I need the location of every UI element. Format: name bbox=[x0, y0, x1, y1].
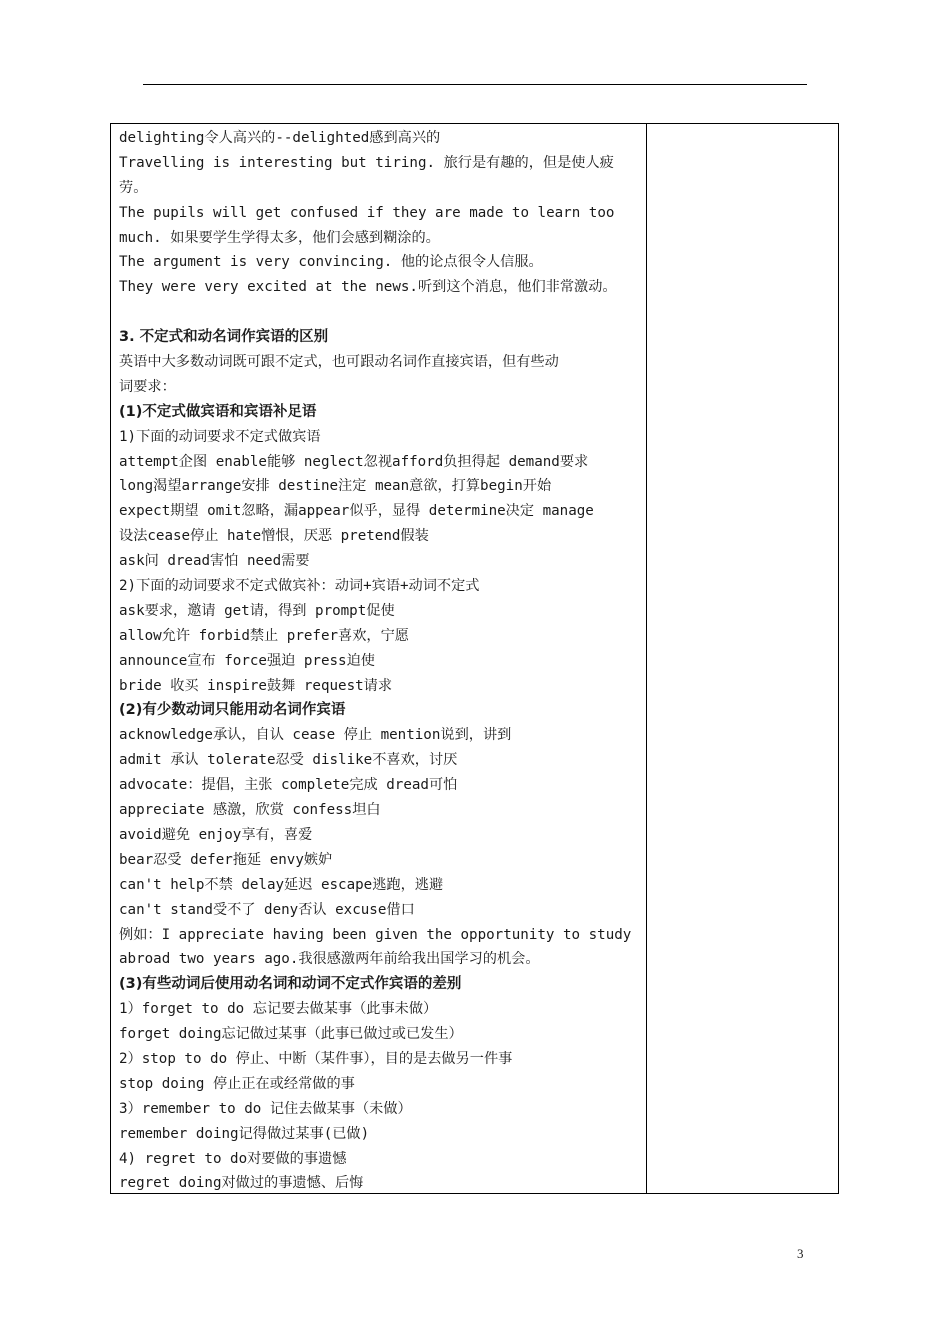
text-line: avoid避免 enjoy享有，喜爱 bbox=[119, 826, 313, 843]
text-line: 2)下面的动词要求不定式做宾补：动词+宾语+动词不定式 bbox=[119, 578, 480, 595]
text-line: can't help不禁 delay延迟 escape逃跑，逃避 bbox=[119, 876, 444, 893]
table-cell-main bbox=[119, 126, 639, 1196]
text-line: The pupils will get confused if they are made to learn too bbox=[119, 204, 615, 221]
text-line: 3）remember to do 记住去做某事（未做） bbox=[119, 1100, 412, 1117]
text-line: stop doing 停止正在或经常做的事 bbox=[119, 1075, 355, 1092]
text-line: 2）stop to do 停止、中断（某件事），目的是去做另一件事 bbox=[119, 1050, 513, 1067]
column-divider bbox=[646, 124, 647, 1193]
text-line: 1)下面的动词要求不定式做宾语 bbox=[119, 428, 321, 445]
text-line: ask要求，邀请 get请，得到 prompt促使 bbox=[119, 602, 395, 619]
section-heading: (1)不定式做宾语和宾语补足语 bbox=[119, 403, 317, 420]
text-line: bear忍受 defer拖延 envy嫉妒 bbox=[119, 851, 333, 868]
text-line: ask问 dread害怕 need需要 bbox=[119, 553, 310, 570]
text-line: 1）forget to do 忘记要去做某事（此事未做） bbox=[119, 1001, 438, 1018]
text-line: appreciate 感激，欣赏 confess坦白 bbox=[119, 802, 381, 819]
text-line: 劳。 bbox=[119, 179, 148, 196]
text-line: The argument is very convincing. 他的论点很令人信服。 bbox=[119, 254, 543, 271]
content-table bbox=[110, 123, 839, 1194]
text-line: abroad two years ago.我很感激两年前给我出国学习的机会。 bbox=[119, 951, 540, 968]
section-heading: 3. 不定式和动名词作宾语的区别 bbox=[119, 329, 329, 346]
text-line: remember doing记得做过某事(已做) bbox=[119, 1125, 370, 1142]
text-line bbox=[119, 300, 639, 325]
section-heading: (2)有少数动词只能用动名词作宾语 bbox=[119, 702, 346, 719]
header-rule bbox=[143, 84, 807, 85]
section-heading: (3)有些动词后使用动名词和动词不定式作宾语的差别 bbox=[119, 976, 462, 993]
page-number: 3 bbox=[797, 1246, 804, 1261]
text-line: 英语中大多数动词既可跟不定式，也可跟动名词作直接宾语，但有些动 bbox=[119, 354, 559, 371]
text-line: forget doing忘记做过某事（此事已做过或已发生） bbox=[119, 1026, 463, 1043]
text-line: attempt企图 enable能够 neglect忽视afford负担得起 demand要求 bbox=[119, 453, 589, 470]
text-line: regret doing对做过的事遗憾、后悔 bbox=[119, 1175, 364, 1192]
text-line: 设法cease停止 hate憎恨，厌恶 pretend假装 bbox=[119, 528, 429, 545]
text-line: announce宣布 force强迫 press迫使 bbox=[119, 652, 375, 669]
text-line: delighting令人高兴的--delighted感到高兴的 bbox=[119, 130, 441, 146]
text-line: long渴望arrange安排 destine注定 mean意欲，打算begin开始 bbox=[119, 478, 552, 495]
text-line: admit 承认 tolerate忍受 dislike不喜欢，讨厌 bbox=[119, 752, 458, 769]
text-line: allow允许 forbid禁止 prefer喜欢，宁愿 bbox=[119, 627, 409, 644]
text-line: can't stand受不了 deny否认 excuse借口 bbox=[119, 901, 415, 918]
text-line: expect期望 omit忽略，漏appear似乎，显得 determine决定 manage bbox=[119, 503, 594, 520]
text-line: 例如：I appreciate having been given the opportunity to study bbox=[119, 926, 632, 943]
text-line: 4) regret to do对要做的事遗憾 bbox=[119, 1150, 347, 1167]
text-line: Travelling is interesting but tiring. 旅行是有趣的，但是使人疲 bbox=[119, 154, 614, 171]
text-line: acknowledge承认，自认 cease 停止 mention说到，讲到 bbox=[119, 727, 512, 744]
text-line: 词要求： bbox=[119, 378, 176, 395]
text-line: much. 如果要学生学得太多，他们会感到糊涂的。 bbox=[119, 229, 440, 246]
text-line: bride 收买 inspire鼓舞 request请求 bbox=[119, 677, 393, 694]
text-line: advocate：提倡，主张 complete完成 dread可怕 bbox=[119, 777, 458, 794]
text-line: They were very excited at the news.听到这个消息，他们非常激动。 bbox=[119, 279, 617, 296]
